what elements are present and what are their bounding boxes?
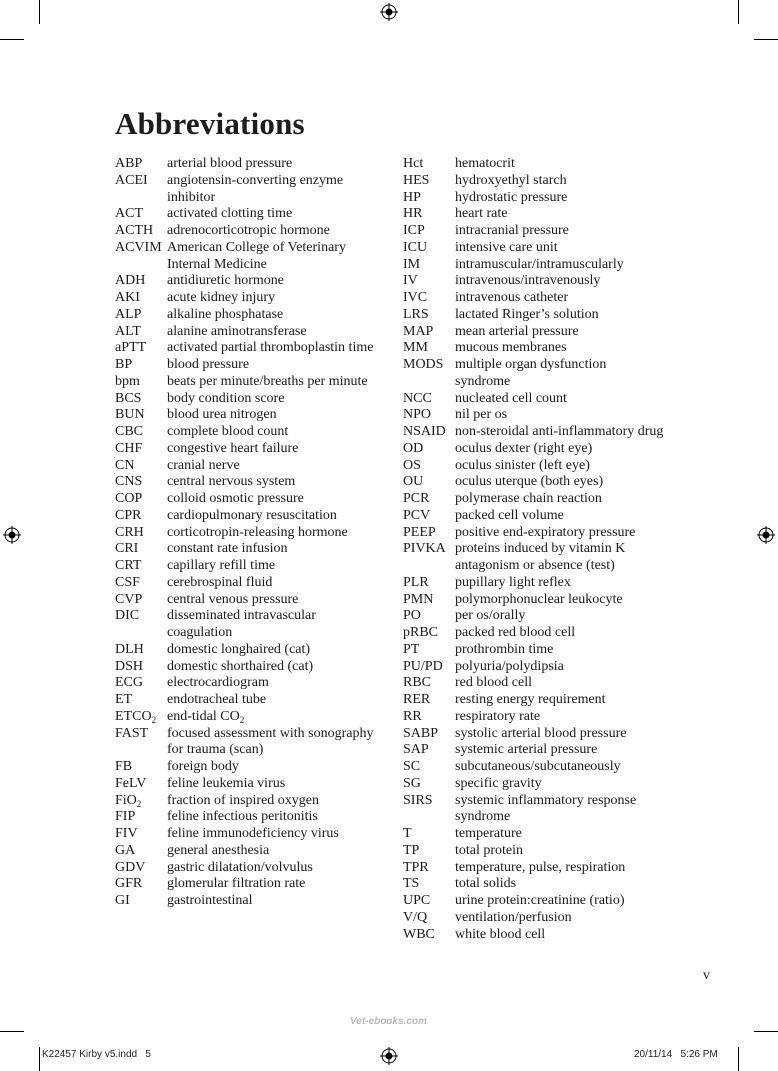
glossary-entry xyxy=(403,726,665,743)
abbreviation: RBC xyxy=(403,675,432,691)
glossary-entry xyxy=(115,206,377,223)
abbreviation-list-left xyxy=(115,156,377,910)
glossary-entry xyxy=(403,491,665,508)
abbreviation: $ETCO_2$ xyxy=(115,708,157,725)
abbreviation: PT xyxy=(403,641,420,657)
glossary-entry xyxy=(403,592,665,609)
crop-mark xyxy=(738,0,739,24)
glossary-entry xyxy=(403,793,665,827)
glossary-entry xyxy=(115,508,377,525)
abbreviation: CPR xyxy=(115,507,142,523)
glossary-entry xyxy=(403,223,665,240)
definition: central venous pressure xyxy=(167,591,299,607)
abbreviation: TPR xyxy=(403,859,429,875)
abbreviation: ET xyxy=(115,692,133,707)
abbreviation: FiO$_2$ xyxy=(115,792,142,809)
definition: specific gravity xyxy=(455,775,542,791)
definition: red blood cell xyxy=(455,675,532,691)
definition: cranial nerve xyxy=(167,457,240,473)
definition: electrocardiogram xyxy=(167,675,269,691)
abbreviation: HP xyxy=(403,189,421,205)
glossary-entry xyxy=(115,675,377,692)
glossary-entry xyxy=(403,608,665,625)
abbreviation: NPO xyxy=(403,407,432,423)
abbreviation: DLH xyxy=(115,641,144,657)
abbreviation: FAST xyxy=(115,725,149,741)
abbreviation: NSAID xyxy=(403,424,446,439)
abbreviation: ADH xyxy=(115,273,146,289)
definition: hydroxyethyl starch xyxy=(455,172,567,188)
glossary-entry xyxy=(403,357,665,391)
glossary-entry xyxy=(115,876,377,893)
glossary-entry xyxy=(403,257,665,274)
definition: prothrombin time xyxy=(455,641,554,657)
glossary-entry xyxy=(115,441,377,458)
abbreviation: TP xyxy=(403,842,420,858)
glossary-entry xyxy=(115,474,377,491)
abbreviation: PEEP xyxy=(403,524,436,540)
abbreviation: aPTT xyxy=(115,340,147,356)
definition: resting energy requirement xyxy=(455,692,606,707)
glossary-entry xyxy=(115,458,377,475)
definition: nucleated cell count xyxy=(455,390,567,406)
slug-timestamp: 20/11/14 5:26 PM xyxy=(634,1049,718,1060)
glossary-entry xyxy=(403,340,665,357)
definition: angiotensin-converting enzyme inhibitor xyxy=(167,172,344,205)
definition: systemic arterial pressure xyxy=(455,742,598,758)
definition: cardiopulmonary resuscitation xyxy=(167,507,337,523)
definition: intramuscular/intramuscularly xyxy=(455,256,624,272)
glossary-entry xyxy=(115,709,377,726)
definition: blood urea nitrogen xyxy=(167,407,277,423)
glossary-entry xyxy=(403,575,665,592)
abbreviation: GA xyxy=(115,842,136,858)
abbreviation: PU/PD xyxy=(403,658,443,674)
abbreviation: CRH xyxy=(115,524,144,540)
abbreviation: GI xyxy=(115,893,130,908)
glossary-entry xyxy=(115,860,377,877)
glossary-entry xyxy=(403,508,665,525)
abbreviation: ALP xyxy=(115,306,142,322)
glossary-entry xyxy=(115,726,377,760)
glossary-entry xyxy=(115,893,377,910)
abbreviation: GDV xyxy=(115,859,146,875)
definition: hematocrit xyxy=(455,156,515,171)
glossary-entry xyxy=(403,273,665,290)
definition: general anesthesia xyxy=(167,842,270,858)
crop-mark xyxy=(39,1047,40,1071)
definition: alkaline phosphatase xyxy=(167,306,284,322)
definition: total solids xyxy=(455,876,517,892)
definition: positive end-expiratory pressure xyxy=(455,524,636,540)
definition: pupillary light reflex xyxy=(455,574,571,590)
abbreviation: AKI xyxy=(115,290,140,305)
glossary-entry xyxy=(115,223,377,240)
abbreviation-subscript: 2 xyxy=(136,798,142,809)
abbreviation: T xyxy=(403,826,412,841)
glossary-entry xyxy=(403,424,665,441)
registration-mark-icon xyxy=(3,526,21,544)
glossary-entry xyxy=(403,709,665,726)
glossary-entry xyxy=(115,491,377,508)
abbreviation: IVC xyxy=(403,290,428,305)
abbreviation: FeLV xyxy=(115,775,147,791)
abbreviation: CRT xyxy=(115,558,142,573)
definition: antidiuretic hormone xyxy=(167,273,285,289)
definition: adrenocorticotropic hormone xyxy=(167,223,330,238)
glossary-entry xyxy=(403,441,665,458)
glossary-entry xyxy=(115,826,377,843)
abbreviation-subscript: 2 xyxy=(151,714,157,725)
watermark: Vet-ebooks.com xyxy=(350,1016,427,1027)
glossary-entry xyxy=(403,307,665,324)
definition: gastric dilatation/volvulus xyxy=(167,859,313,875)
definition: arterial blood pressure xyxy=(167,156,293,171)
abbreviation: pRBC xyxy=(403,625,439,640)
definition: hydrostatic pressure xyxy=(455,189,568,205)
definition: systemic inflammatory response syndrome xyxy=(455,792,637,825)
definition: proteins induced by vitamin K antagonism or absence (test) xyxy=(455,541,626,573)
crop-mark xyxy=(39,0,40,24)
abbreviation: PIVKA xyxy=(403,541,446,557)
crop-mark xyxy=(754,1031,778,1032)
abbreviation: GFR xyxy=(115,876,143,892)
glossary-entry xyxy=(115,424,377,441)
definition: urine protein:creatinine (ratio) xyxy=(455,893,625,908)
abbreviation: SC xyxy=(403,759,421,774)
definition: intracranial pressure xyxy=(455,223,569,238)
glossary-entry xyxy=(403,240,665,257)
abbreviation: COP xyxy=(115,491,143,506)
definition: packed red blood cell xyxy=(455,625,576,640)
glossary-entry xyxy=(115,374,377,391)
abbreviation: HR xyxy=(403,206,423,222)
glossary-entry xyxy=(403,541,665,575)
abbreviation: PLR xyxy=(403,574,429,590)
abbreviation: IM xyxy=(403,256,421,272)
glossary-entry xyxy=(115,809,377,826)
glossary-entry xyxy=(403,190,665,207)
glossary-entry xyxy=(115,659,377,676)
abbreviation: HES xyxy=(403,172,430,188)
definition: feline immunodeficiency virus xyxy=(167,826,339,841)
definition: complete blood count xyxy=(167,424,289,439)
definition: activated clotting time xyxy=(167,206,293,222)
definition: corticotropin-releasing hormone xyxy=(167,524,348,540)
definition: capillary refill time xyxy=(167,558,276,573)
definition: focused assessment with sonography for trauma (scan) xyxy=(167,725,374,758)
glossary-entry xyxy=(403,826,665,843)
definition: cerebrospinal fluid xyxy=(167,574,273,590)
glossary-entry xyxy=(403,625,665,642)
definition: gastrointestinal xyxy=(167,893,253,908)
definition: intensive care unit xyxy=(455,239,558,255)
definition: subcutaneous/subcutaneously xyxy=(455,759,621,774)
abbreviation: FB xyxy=(115,759,133,774)
abbreviation: SG xyxy=(403,775,421,791)
abbreviation: NCC xyxy=(403,390,432,406)
glossary-entry xyxy=(403,324,665,341)
crop-mark xyxy=(754,39,778,40)
abbreviation: BP xyxy=(115,357,133,372)
definition: intravenous/intravenously xyxy=(455,273,601,289)
glossary-entry xyxy=(403,843,665,860)
glossary-entry xyxy=(403,173,665,190)
glossary-entry xyxy=(403,876,665,893)
page-title: Abbreviations xyxy=(115,106,305,141)
abbreviation: ICP xyxy=(403,223,425,238)
definition: nil per os xyxy=(455,407,508,423)
abbreviation: ECG xyxy=(115,675,143,691)
definition: disseminated intravascular coagulation xyxy=(167,608,316,640)
definition: body condition score xyxy=(167,390,285,406)
definition: lactated Ringer’s solution xyxy=(455,306,599,322)
definition: foreign body xyxy=(167,759,239,774)
glossary-entry xyxy=(403,759,665,776)
definition: polymorphonuclear leukocyte xyxy=(455,591,623,607)
definition: endotracheal tube xyxy=(167,692,267,707)
definition: fraction of inspired oxygen xyxy=(167,792,320,808)
glossary-entry xyxy=(403,391,665,408)
abbreviation: ALT xyxy=(115,323,141,339)
definition: polymerase chain reaction xyxy=(455,491,602,506)
definition: domestic longhaired (cat) xyxy=(167,641,311,657)
glossary-entry xyxy=(115,525,377,542)
abbreviation: ACT xyxy=(115,206,143,222)
crop-mark xyxy=(738,1047,739,1071)
definition: polyuria/polydipsia xyxy=(455,658,564,674)
abbreviation: OS xyxy=(403,457,421,473)
glossary-entry xyxy=(115,307,377,324)
abbreviation: CRI xyxy=(115,541,139,557)
definition: oculus uterque (both eyes) xyxy=(455,474,604,490)
definition: oculus dexter (right eye) xyxy=(455,440,593,456)
definition: blood pressure xyxy=(167,357,250,372)
glossary-entry xyxy=(403,675,665,692)
definition: ventilation/perfusion xyxy=(455,909,572,925)
abbreviation: OU xyxy=(403,474,424,490)
definition: packed cell volume xyxy=(455,507,564,523)
glossary-entry xyxy=(403,474,665,491)
abbreviation: ACEI xyxy=(115,172,148,188)
definition: beats per minute/breaths per minute xyxy=(167,373,368,389)
glossary-entry xyxy=(403,692,665,709)
abbreviation: ACVIM xyxy=(115,239,162,255)
definition: activated partial thromboplastin time xyxy=(167,340,374,356)
definition: mucous membranes xyxy=(455,340,567,356)
abbreviation: UPC xyxy=(403,893,431,908)
abbreviation: LRS xyxy=(403,306,429,322)
glossary-entry xyxy=(403,910,665,927)
abbreviation: ICU xyxy=(403,239,428,255)
abbreviation: CSF xyxy=(115,574,140,590)
abbreviation: PMN xyxy=(403,591,434,607)
definition-subscript: 2 xyxy=(239,714,245,725)
glossary-entry xyxy=(403,206,665,223)
glossary-entry xyxy=(115,340,377,357)
abbreviation: V/Q xyxy=(403,909,428,925)
glossary-entry xyxy=(115,592,377,609)
registration-mark-icon xyxy=(757,526,775,544)
glossary-entry xyxy=(115,357,377,374)
abbreviation-list-right xyxy=(403,156,665,943)
definition: systolic arterial blood pressure xyxy=(455,725,627,741)
glossary-entry xyxy=(115,608,377,642)
glossary-entry xyxy=(115,273,377,290)
definition: non-steroidal anti-inflammatory drug xyxy=(455,424,664,439)
glossary-entry xyxy=(115,391,377,408)
abbreviation: CBC xyxy=(115,424,144,439)
definition: colloid osmotic pressure xyxy=(167,491,304,506)
registration-mark-icon xyxy=(380,1047,398,1065)
glossary-entry xyxy=(115,642,377,659)
glossary-entry xyxy=(403,525,665,542)
glossary-entry xyxy=(403,659,665,676)
definition: mean arterial pressure xyxy=(455,323,579,339)
definition: feline infectious peritonitis xyxy=(167,809,318,825)
abbreviation: WBC xyxy=(403,926,435,942)
definition: congestive heart failure xyxy=(167,440,299,456)
definition: heart rate xyxy=(455,206,508,222)
definition: temperature xyxy=(455,826,522,841)
glossary-entry xyxy=(403,742,665,759)
definition: alanine aminotransferase xyxy=(167,323,307,339)
definition: end-tidal $CO_2$ xyxy=(167,708,245,725)
glossary-entry xyxy=(115,240,377,274)
abbreviation: SIRS xyxy=(403,792,433,808)
page-number: v xyxy=(703,968,710,983)
glossary-entry xyxy=(403,642,665,659)
abbreviation: BUN xyxy=(115,407,145,423)
glossary-entry xyxy=(115,558,377,575)
glossary-entry xyxy=(403,156,665,173)
abbreviation: RR xyxy=(403,708,422,724)
abbreviation: PCR xyxy=(403,491,430,506)
definition: feline leukemia virus xyxy=(167,775,286,791)
slug-file-info: K22457 Kirby v5.indd 5 xyxy=(42,1049,151,1060)
abbreviation: SABP xyxy=(403,725,439,741)
abbreviation: ACTH xyxy=(115,223,154,238)
glossary-entry xyxy=(403,893,665,910)
glossary-entry xyxy=(115,692,377,709)
definition: white blood cell xyxy=(455,926,546,942)
glossary-entry xyxy=(115,173,377,207)
glossary-entry xyxy=(403,407,665,424)
abbreviation: RER xyxy=(403,692,431,707)
glossary-entry xyxy=(115,793,377,810)
glossary-entry xyxy=(115,290,377,307)
abbreviation: FIP xyxy=(115,809,136,825)
glossary-entry xyxy=(403,290,665,307)
glossary-entry xyxy=(115,776,377,793)
abbreviation: CN xyxy=(115,457,135,473)
glossary-entry xyxy=(403,860,665,877)
glossary-entry xyxy=(403,458,665,475)
abbreviation: OD xyxy=(403,440,424,456)
definition: respiratory rate xyxy=(455,708,541,724)
crop-mark xyxy=(0,1031,24,1032)
definition: domestic shorthaired (cat) xyxy=(167,658,314,674)
abbreviation: BCS xyxy=(115,390,142,406)
abbreviation: IV xyxy=(403,273,418,289)
abbreviation: ABP xyxy=(115,156,143,171)
glossary-entry xyxy=(403,927,665,944)
abbreviation: PO xyxy=(403,608,421,624)
definition: temperature, pulse, respiration xyxy=(455,859,626,875)
definition: constant rate infusion xyxy=(167,541,288,557)
glossary-entry xyxy=(115,324,377,341)
definition: total protein xyxy=(455,842,524,858)
glossary-entry xyxy=(115,843,377,860)
abbreviation: TS xyxy=(403,876,420,892)
definition: oculus sinister (left eye) xyxy=(455,457,590,473)
definition: glomerular filtration rate xyxy=(167,876,306,892)
abbreviation: bpm xyxy=(115,373,140,389)
abbreviation: MAP xyxy=(403,323,434,339)
definition: multiple organ dysfunction syndrome xyxy=(455,357,607,389)
abbreviation: DIC xyxy=(115,608,140,624)
glossary-entry xyxy=(115,407,377,424)
abbreviation: FIV xyxy=(115,826,138,841)
glossary-entry xyxy=(115,759,377,776)
abbreviation: MM xyxy=(403,340,428,356)
abbreviation: DSH xyxy=(115,658,144,674)
glossary-entry xyxy=(403,776,665,793)
glossary-entry xyxy=(115,541,377,558)
crop-mark xyxy=(0,39,24,40)
definition: per os/orally xyxy=(455,608,526,624)
definition: intravenous catheter xyxy=(455,290,569,305)
definition: American College of Veterinary Internal Medicine xyxy=(167,239,346,272)
definition: acute kidney injury xyxy=(167,290,276,305)
abbreviation: CHF xyxy=(115,440,143,456)
abbreviation: SAP xyxy=(403,742,429,758)
abbreviation: MODS xyxy=(403,357,444,372)
abbreviation: CVP xyxy=(115,591,143,607)
abbreviation: Hct xyxy=(403,156,424,171)
abbreviation: CNS xyxy=(115,474,143,490)
registration-mark-icon xyxy=(380,3,398,21)
abbreviation: PCV xyxy=(403,507,431,523)
glossary-entry xyxy=(115,575,377,592)
glossary-entry xyxy=(115,156,377,173)
definition: central nervous system xyxy=(167,474,296,490)
